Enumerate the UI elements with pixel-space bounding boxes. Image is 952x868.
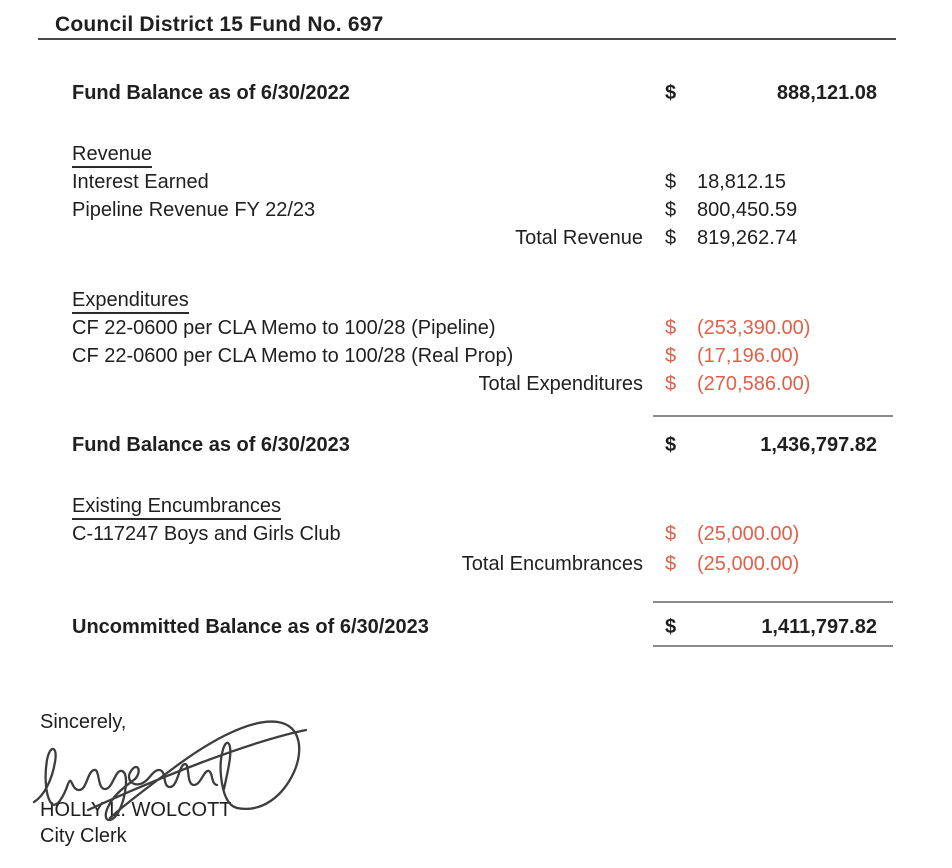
expenditures-total-amount-cell	[653, 370, 893, 398]
encumbrances-total-label: Total Encumbrances	[461, 553, 643, 575]
expenditure-item-label: CF 22-0600 per CLA Memo to 100/28 (Real Prop)	[72, 345, 514, 367]
revenue-total-row	[72, 224, 893, 252]
fund-balance-2023-label: Fund Balance as of 6/30/2023	[72, 434, 350, 456]
encumbrances-total-amount-cell	[653, 550, 893, 578]
revenue-item-row	[72, 196, 893, 224]
opening-balance-amount-cell	[653, 79, 893, 107]
document-title: Council District 15 Fund No. 697	[55, 13, 384, 36]
encumbrance-item-amount-cell	[653, 520, 893, 548]
dollar-sign: $	[665, 523, 677, 545]
dollar-sign: $	[665, 317, 677, 339]
row-uncommitted-balance	[72, 601, 893, 647]
expenditures-total-label: Total Expenditures	[478, 373, 643, 395]
revenue-item-label: Interest Earned	[72, 171, 209, 193]
revenue-total-amount-cell	[653, 224, 893, 252]
encumbrances-heading: Existing Encumbrances	[72, 492, 893, 520]
revenue-total-amount: 819,262.74	[697, 227, 798, 249]
uncommitted-balance-label: Uncommitted Balance as of 6/30/2023	[72, 616, 429, 638]
encumbrance-item-row	[72, 520, 893, 548]
dollar-sign: $	[665, 82, 677, 104]
opening-balance-amount: 888,121.08	[776, 82, 877, 104]
revenue-item-amount: 18,812.15	[697, 171, 786, 193]
header-rule	[38, 38, 896, 40]
row-fund-balance-2023	[72, 415, 893, 459]
encumbrances-total-row	[72, 550, 893, 578]
revenue-item-amount-cell	[653, 168, 893, 196]
uncommitted-balance-amount-cell	[653, 601, 893, 647]
dollar-sign: $	[665, 553, 677, 575]
expenditures-heading: Expenditures	[72, 286, 893, 314]
signer-name: HOLLY L. WOLCOTT	[40, 799, 232, 821]
closing-block	[40, 708, 952, 849]
dollar-sign: $	[665, 227, 677, 249]
encumbrance-item-amount: (25,000.00)	[697, 523, 800, 545]
expenditures-total-row	[72, 370, 893, 398]
dollar-sign: $	[665, 171, 677, 193]
encumbrance-item-label: C-117247 Boys and Girls Club	[72, 523, 341, 545]
dollar-sign: $	[665, 199, 677, 221]
revenue-item-amount-cell	[653, 196, 893, 224]
dollar-sign: $	[665, 434, 677, 456]
uncommitted-balance-amount: 1,411,797.82	[761, 616, 877, 638]
expenditure-item-amount-cell	[653, 342, 893, 370]
opening-balance-label: Fund Balance as of 6/30/2022	[72, 82, 350, 104]
revenue-heading: Revenue	[72, 140, 893, 168]
dollar-sign: $	[665, 345, 677, 367]
revenue-item-amount: 800,450.59	[697, 199, 798, 221]
expenditure-item-amount-cell	[653, 314, 893, 342]
expenditure-item-label: CF 22-0600 per CLA Memo to 100/28 (Pipeline)	[72, 317, 496, 339]
fund-statement	[72, 79, 893, 647]
dollar-sign: $	[665, 373, 677, 395]
revenue-item-row	[72, 168, 893, 196]
signer-title: City Clerk	[40, 825, 127, 847]
salutation: Sincerely,	[40, 711, 127, 733]
encumbrances-total-amount: (25,000.00)	[697, 553, 800, 575]
expenditure-item-amount: (17,196.00)	[697, 345, 800, 367]
expenditure-item-row	[72, 342, 893, 370]
signature-stroke	[129, 764, 217, 787]
row-opening-balance	[72, 79, 893, 107]
revenue-item-label: Pipeline Revenue FY 22/23	[72, 199, 316, 221]
revenue-total-label: Total Revenue	[515, 227, 643, 249]
dollar-sign: $	[665, 616, 677, 638]
fund-balance-2023-amount-cell	[653, 415, 893, 459]
expenditure-item-amount: (253,390.00)	[697, 317, 811, 339]
expenditure-item-row	[72, 314, 893, 342]
fund-balance-2023-amount: 1,436,797.82	[760, 434, 877, 456]
expenditures-total-amount: (270,586.00)	[697, 373, 811, 395]
